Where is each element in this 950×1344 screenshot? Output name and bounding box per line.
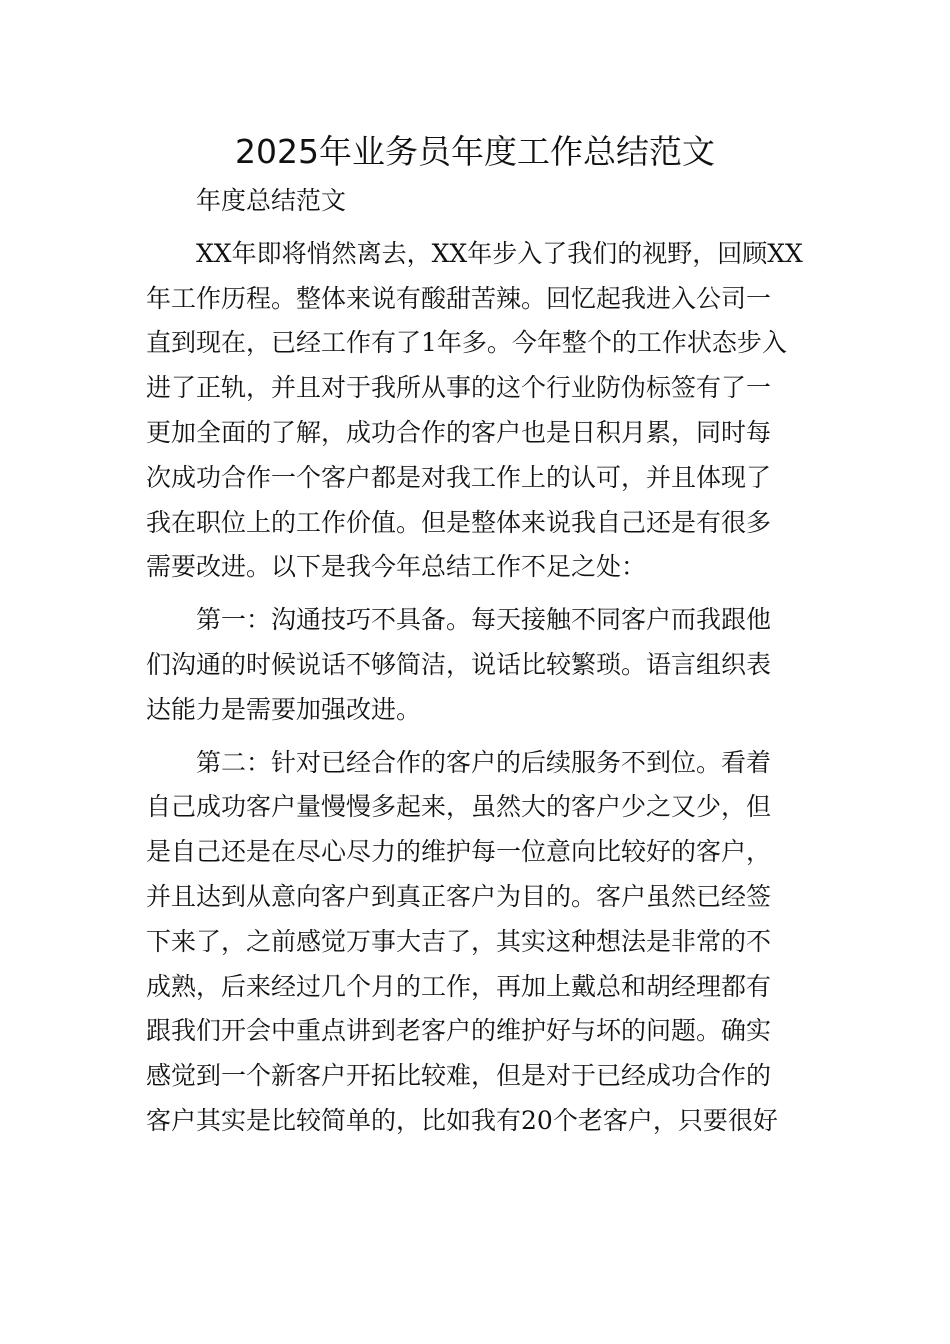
- paragraph-line: 我在职位上的工作价值。但是整体来说我自己还是有很多: [146, 507, 772, 537]
- paragraph-line: 们沟通的时候说话不够简洁，说话比较繁琐。语言组织表: [146, 649, 772, 679]
- paragraph-line: 并且达到从意向客户到真正客户为目的。客户虽然已经签: [146, 881, 772, 911]
- paragraph-line: 感觉到一个新客户开拓比较难，但是对于已经成功合作的: [146, 1061, 772, 1091]
- paragraph-line: 达能力是需要加强改进。: [146, 694, 422, 724]
- paragraph-line: 成熟，后来经过几个月的工作，再加上戴总和胡经理都有: [146, 971, 772, 1001]
- paragraph-line: 更加全面的了解，成功合作的客户也是日积月累，同时每: [146, 417, 772, 447]
- paragraph-line: 下来了，之前感觉万事大吉了，其实这种想法是非常的不: [146, 926, 772, 956]
- paragraph-3: [146, 741, 808, 1144]
- paragraph-line: 进了正轨，并且对于我所从事的这个行业防伪标签有了一: [146, 373, 772, 403]
- paragraph-line: 第一：沟通技巧不具备。每天接触不同客户而我跟他: [196, 605, 772, 635]
- paragraph-1: [146, 232, 808, 590]
- section-heading: 年度总结范文: [196, 186, 347, 215]
- paragraph-line: 第二：针对已经合作的客户的后续服务不到位。看着: [196, 747, 772, 777]
- paragraph-line: 直到现在，已经工作有了1年多。今年整个的工作状态步入: [146, 328, 787, 358]
- document-body: [146, 179, 808, 1144]
- paragraph-line: XX年即将悄然离去，XX年步入了我们的视野，回顾XX: [196, 238, 803, 268]
- paragraph-line: 是自己还是在尽心尽力的维护每一位意向比较好的客户，: [146, 837, 772, 867]
- paragraph-line: 客户其实是比较简单的，比如我有20个老客户，只要很好: [146, 1105, 778, 1135]
- paragraph-line: 年工作历程。整体来说有酸甜苦辣。回忆起我进入公司一: [146, 283, 772, 313]
- paragraph-line: 次成功合作一个客户都是对我工作上的认可，并且体现了: [146, 462, 772, 492]
- paragraph-line: 需要改进。以下是我今年总结工作不足之处：: [146, 552, 647, 582]
- paragraph-line: 跟我们开会中重点讲到老客户的维护好与坏的问题。确实: [146, 1016, 772, 1046]
- paragraph-line: 自己成功客户量慢慢多起来，虽然大的客户少之又少，但: [146, 792, 772, 822]
- document-title: 2025年业务员年度工作总结范文: [235, 132, 715, 171]
- paragraph-2: [146, 598, 808, 732]
